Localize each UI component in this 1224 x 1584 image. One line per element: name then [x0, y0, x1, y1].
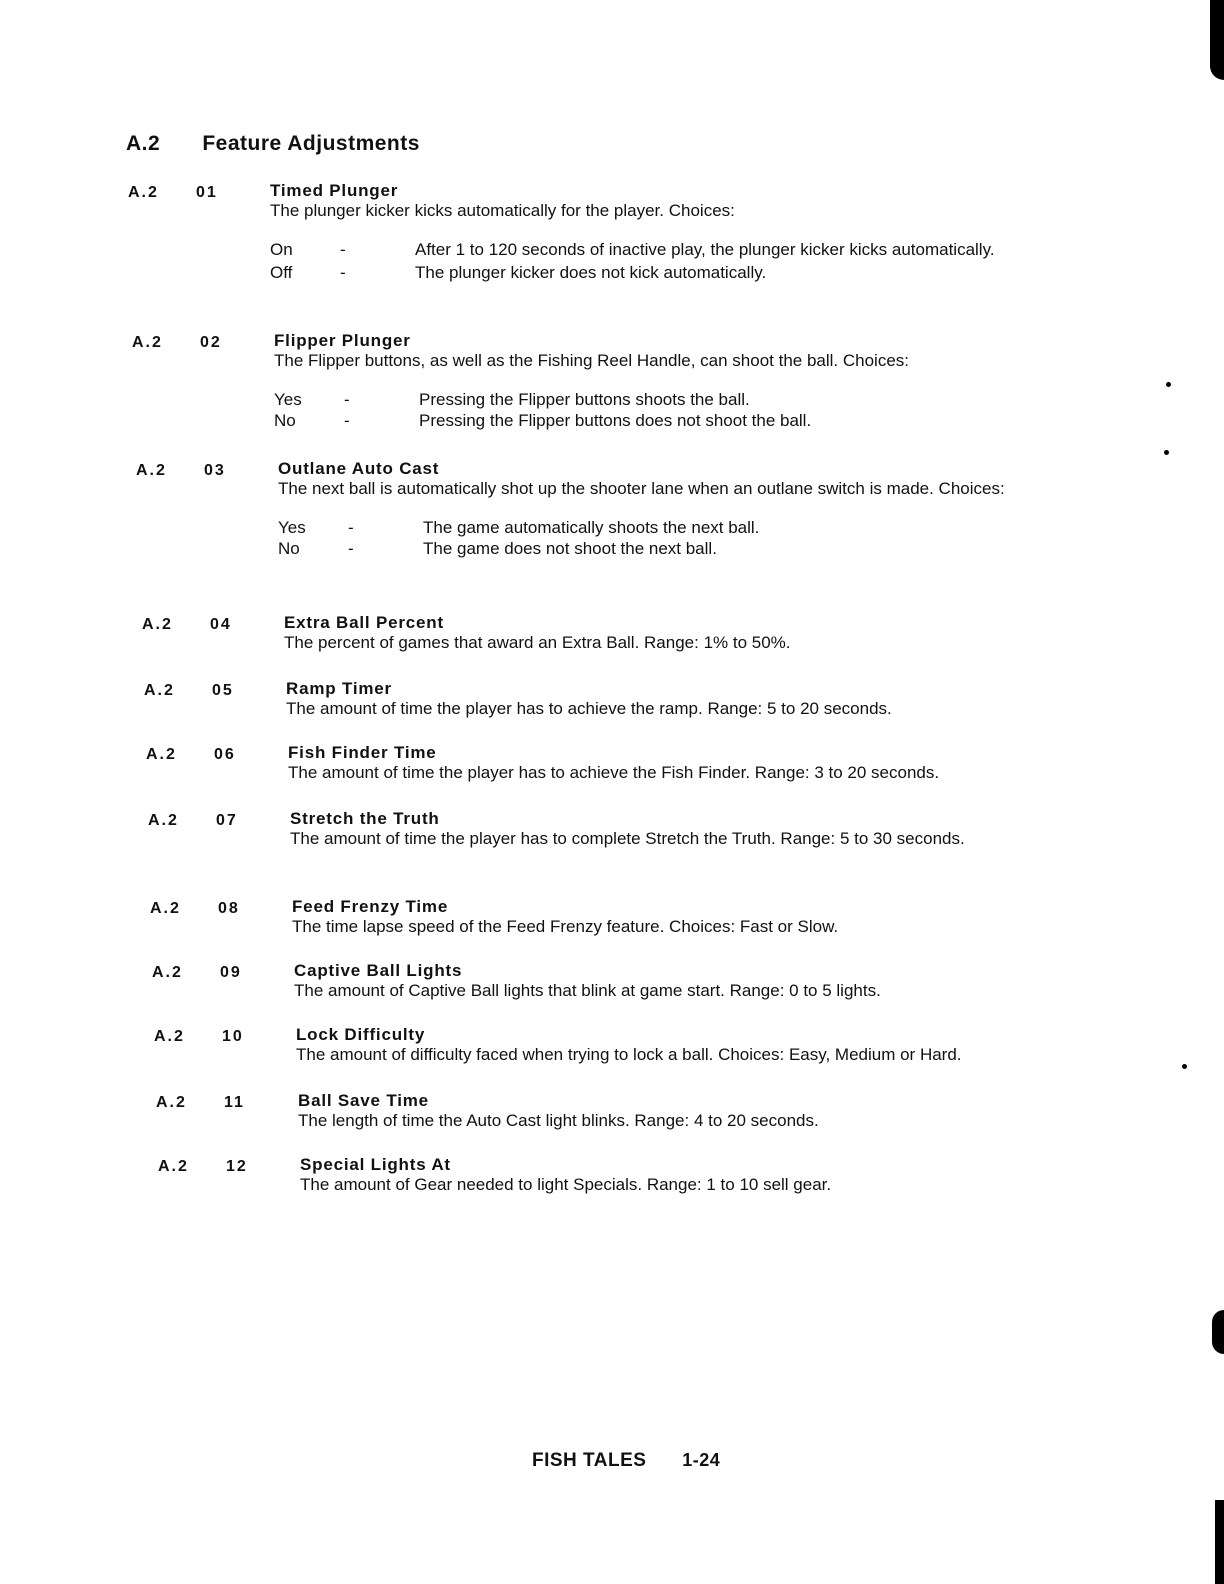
adjustment-entry	[146, 744, 1026, 783]
entry-title: Special Lights At	[300, 1155, 451, 1174]
entry-code	[158, 1158, 248, 1176]
choice-option: On	[270, 240, 293, 259]
choice-dash: -	[340, 263, 346, 282]
choice-item	[270, 239, 1060, 260]
entry-title: Flipper Plunger	[274, 331, 411, 350]
choice-text: After 1 to 120 seconds of inactive play, the plunger kicker kicks automatically.	[415, 240, 995, 259]
scan-edge-mark	[1215, 1500, 1224, 1584]
entry-code-prefix: A.2	[148, 812, 179, 829]
entry-code	[148, 812, 238, 830]
footer-title: FISH TALES	[532, 1450, 647, 1471]
entry-title: Captive Ball Lights	[294, 961, 463, 980]
entry-code-prefix: A.2	[156, 1094, 187, 1111]
adjustment-entry	[148, 810, 1028, 849]
adjustment-entry	[150, 898, 1030, 937]
choice-dash: -	[344, 411, 350, 430]
choice-text: The game automatically shoots the next ball.	[423, 518, 760, 537]
entry-description: The amount of time the player has to achieve the Fish Finder. Range: 3 to 20 seconds.	[288, 763, 940, 782]
choices-list	[278, 517, 1068, 559]
entry-code-prefix: A.2	[142, 616, 173, 633]
adjustment-entry	[154, 1026, 1034, 1065]
entry-code-number: 09	[220, 964, 242, 981]
choice-option: Yes	[274, 390, 302, 409]
entry-description: The amount of time the player has to complete Stretch the Truth. Range: 5 to 30 seconds.	[290, 829, 965, 848]
adjustment-entry	[158, 1156, 1038, 1195]
adjustment-entry	[144, 680, 1024, 719]
entry-code	[128, 184, 218, 202]
entry-code-number: 05	[212, 682, 234, 699]
entry-description: The Flipper buttons, as well as the Fishing Reel Handle, can shoot the ball. Choices:	[274, 351, 910, 370]
entry-code	[142, 616, 232, 634]
entry-code-prefix: A.2	[150, 900, 181, 917]
choice-item	[274, 410, 1064, 431]
section-title: Feature Adjustments	[202, 132, 420, 155]
scan-speck	[1164, 450, 1169, 455]
entry-title: Fish Finder Time	[288, 743, 437, 762]
choice-item	[278, 517, 1068, 538]
entry-code-number: 07	[216, 812, 238, 829]
page-footer	[532, 1450, 720, 1472]
entry-description: The amount of Gear needed to light Specials. Range: 1 to 10 sell gear.	[300, 1175, 832, 1194]
choice-dash: -	[340, 240, 346, 259]
entry-code-number: 08	[218, 900, 240, 917]
entry-title: Timed Plunger	[270, 181, 399, 200]
entry-code-prefix: A.2	[132, 334, 163, 351]
page-number: 1-24	[682, 1450, 721, 1470]
entry-description: The percent of games that award an Extra Ball. Range: 1% to 50%.	[284, 633, 791, 652]
scan-speck	[1166, 382, 1171, 387]
entry-description: The amount of time the player has to achieve the ramp. Range: 5 to 20 seconds.	[286, 699, 892, 718]
entry-code-prefix: A.2	[128, 184, 159, 201]
adjustment-entry	[152, 962, 1032, 1001]
choices-list	[274, 389, 1064, 431]
choice-option: No	[278, 539, 300, 558]
entry-description: The amount of Captive Ball lights that blink at game start. Range: 0 to 5 lights.	[294, 981, 881, 1000]
entry-code-number: 11	[224, 1094, 245, 1111]
entry-title: Feed Frenzy Time	[292, 897, 449, 916]
section-heading	[126, 132, 420, 156]
entry-description: The plunger kicker kicks automatically for the player. Choices:	[270, 201, 735, 220]
entry-title: Lock Difficulty	[296, 1025, 426, 1044]
adjustment-entry	[142, 614, 1022, 653]
adjustment-entry	[136, 460, 1016, 559]
choice-text: The game does not shoot the next ball.	[423, 539, 717, 558]
entry-title: Stretch the Truth	[290, 809, 440, 828]
entry-code-number: 03	[204, 462, 226, 479]
section-number: A.2	[126, 132, 161, 155]
entry-code-prefix: A.2	[154, 1028, 185, 1045]
choice-text: Pressing the Flipper buttons does not shoot the ball.	[419, 411, 812, 430]
entry-title: Extra Ball Percent	[284, 613, 444, 632]
scan-speck	[1182, 1064, 1187, 1069]
scan-edge-mark	[1212, 1310, 1224, 1354]
choice-option: Yes	[278, 518, 306, 537]
entry-title: Outlane Auto Cast	[278, 459, 440, 478]
adjustment-entry	[132, 332, 1012, 431]
scan-edge-mark	[1210, 0, 1224, 80]
entry-code	[144, 682, 234, 700]
choice-dash: -	[348, 518, 354, 537]
choice-item	[278, 538, 1068, 559]
entry-code-number: 02	[200, 334, 222, 351]
entry-code	[156, 1094, 245, 1112]
choice-dash: -	[348, 539, 354, 558]
entry-code-prefix: A.2	[158, 1158, 189, 1175]
entry-code-number: 06	[214, 746, 236, 763]
entry-description: The amount of difficulty faced when trying to lock a ball. Choices: Easy, Medium or Hard.	[296, 1045, 962, 1064]
adjustment-entry	[128, 182, 1008, 283]
entry-code-number: 10	[222, 1028, 244, 1045]
entry-code-prefix: A.2	[136, 462, 167, 479]
entry-code-number: 12	[226, 1158, 248, 1175]
choice-option: No	[274, 411, 296, 430]
choice-option: Off	[270, 263, 293, 282]
entry-code	[152, 964, 242, 982]
entry-description: The time lapse speed of the Feed Frenzy feature. Choices: Fast or Slow.	[292, 917, 839, 936]
choice-item	[274, 389, 1064, 410]
choice-dash: -	[344, 390, 350, 409]
entry-code	[150, 900, 240, 918]
entry-code	[154, 1028, 244, 1046]
entry-code	[146, 746, 236, 764]
choice-text: The plunger kicker does not kick automatically.	[415, 263, 767, 282]
entry-title: Ball Save Time	[298, 1091, 429, 1110]
entry-code	[136, 462, 226, 480]
adjustment-entry	[156, 1092, 1036, 1131]
entry-code	[132, 334, 222, 352]
entry-code-prefix: A.2	[146, 746, 177, 763]
entry-code-prefix: A.2	[152, 964, 183, 981]
entry-title: Ramp Timer	[286, 679, 392, 698]
choices-list	[270, 239, 1060, 283]
choice-text: Pressing the Flipper buttons shoots the ball.	[419, 390, 750, 409]
entry-code-number: 04	[210, 616, 232, 633]
choice-item	[270, 262, 1060, 283]
entry-code-prefix: A.2	[144, 682, 175, 699]
entry-description: The next ball is automatically shot up the shooter lane when an outlane switch is made. Choices:	[278, 479, 1005, 498]
entry-description: The length of time the Auto Cast light blinks. Range: 4 to 20 seconds.	[298, 1111, 819, 1130]
entry-code-number: 01	[196, 184, 218, 201]
